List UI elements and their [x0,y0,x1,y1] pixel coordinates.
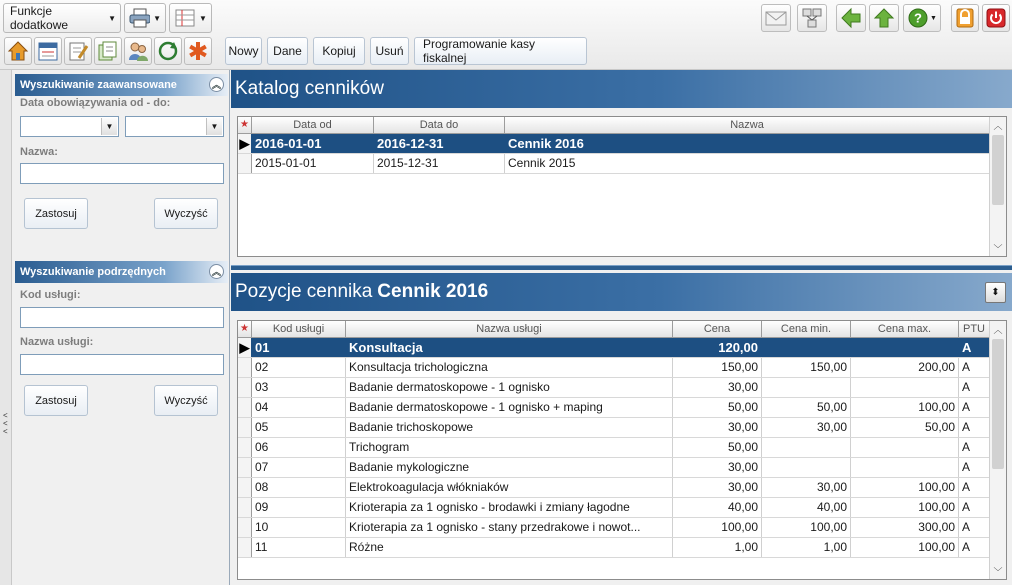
position-row[interactable] [238,498,990,518]
help-icon [907,7,929,29]
home-icon [7,40,29,62]
collapse-up-icon[interactable]: ︽ [209,264,224,279]
cell-date-to: 2015-12-31 [374,154,505,173]
patients-button[interactable] [124,37,152,65]
layout-dropdown[interactable] [169,3,212,33]
cell-ptu: A [959,518,990,537]
cell-price-min [762,438,851,457]
star-icon: ★ [238,117,252,133]
documents-icon [97,40,119,62]
name-input[interactable] [20,163,224,184]
service-code-label: Kod usługi: [20,289,81,301]
catalog-grid [237,116,1007,257]
panel-splitter[interactable] [0,70,12,585]
col-date-from[interactable]: Data od [252,117,374,133]
position-row[interactable] [238,338,990,358]
sub-search-title: Wyszukiwanie podrzędnych [20,266,166,278]
name-label: Nazwa: [20,146,58,158]
advanced-search-header [15,74,228,96]
svg-text:?: ? [914,10,923,26]
cell-code: 10 [252,518,346,537]
cell-price-min: 100,00 [762,518,851,537]
catalog-scrollbar[interactable] [989,117,1006,256]
cell-service-name: Krioterapia za 1 ognisko - brodawki i zmiany łagodne [346,498,673,517]
position-row[interactable] [238,418,990,438]
apply-sub-button[interactable]: Zastosuj [24,385,88,416]
catalog-title-text: Katalog cenników [235,78,384,99]
date-from-field[interactable] [20,116,119,137]
cell-price-max: 100,00 [851,398,959,417]
catalog-row[interactable] [238,154,990,174]
service-name-label: Nazwa usługi: [20,336,94,348]
chevron-down-icon: ▼ [153,13,161,23]
sub-search-header [15,261,228,283]
chevron-down-icon[interactable]: ▼ [206,118,222,135]
position-row[interactable] [238,478,990,498]
cell-code: 05 [252,418,346,437]
cell-service-name: Badanie mykologiczne [346,458,673,477]
cell-price-min: 50,00 [762,398,851,417]
row-indicator [238,154,252,173]
catalog-grid-header [238,117,990,134]
apply-advanced-button[interactable]: Zastosuj [24,198,88,229]
catalog-row[interactable] [238,134,990,154]
chevron-up-icon[interactable]: ︿ [993,120,1003,131]
edit-button[interactable]: Dane [267,37,308,65]
scroll-thumb[interactable] [992,339,1004,469]
cell-price: 30,00 [673,418,762,437]
col-price[interactable]: Cena [673,321,762,337]
cell-ptu: A [959,398,990,417]
positions-grid-header [238,321,990,338]
col-name[interactable]: Nazwa [505,117,990,133]
horizontal-splitter[interactable] [231,265,1012,270]
chevron-down-icon: ▼ [930,14,937,22]
row-indicator [238,418,252,437]
row-indicator [238,498,252,517]
people-icon [127,40,149,62]
cell-date-from: 2016-01-01 [252,134,374,153]
row-indicator [238,398,252,417]
cell-service-name: Badanie trichoskopowe [346,418,673,437]
positions-title-prefix: Pozycje cennika [235,281,373,302]
print-dropdown[interactable] [124,3,166,33]
power-icon [985,7,1007,29]
cell-code: 08 [252,478,346,497]
cell-service-name: Elektrokoagulacja włókniaków [346,478,673,497]
power-button[interactable] [982,4,1010,32]
date-range-label: Data obowiązywania od - do: [20,97,171,109]
cell-price: 50,00 [673,438,762,457]
fiscal-programming-button[interactable]: Programowanie kasy fiskalnej [414,37,587,65]
star-icon: ★ [238,321,252,337]
positions-grid [237,320,1007,580]
col-date-to[interactable]: Data do [374,117,505,133]
col-service-name[interactable]: Nazwa usługi [346,321,673,337]
position-row[interactable] [238,538,990,558]
notes-button[interactable] [64,37,92,65]
network-icon [801,7,823,29]
cell-name: Cennik 2015 [505,154,990,173]
cell-price-max [851,438,959,457]
cell-service-name: Różne [346,538,673,557]
position-row[interactable] [238,398,990,418]
position-row[interactable] [238,358,990,378]
arrow-up-icon [873,7,895,29]
cell-price-max [851,378,959,397]
cell-price-max: 200,00 [851,358,959,377]
positions-scrollbar[interactable] [989,321,1006,579]
help-button[interactable] [903,4,941,32]
layout-icon [174,8,196,28]
cell-price-max: 100,00 [851,498,959,517]
refresh-icon [157,40,179,62]
cell-price: 100,00 [673,518,762,537]
cell-ptu: A [959,498,990,517]
cell-date-from: 2015-01-01 [252,154,374,173]
up-button[interactable] [869,4,899,32]
cell-price: 40,00 [673,498,762,517]
cell-price-min [762,458,851,477]
cell-price: 1,00 [673,538,762,557]
cell-ptu: A [959,538,990,557]
row-indicator [238,478,252,497]
functions-dropdown[interactable] [3,3,121,33]
cell-code: 04 [252,398,346,417]
collapse-up-icon[interactable]: ︽ [209,77,224,92]
cell-code: 01 [252,338,346,357]
new-button[interactable]: Nowy [225,37,262,65]
cell-price: 30,00 [673,458,762,477]
position-row[interactable] [238,438,990,458]
medical-star-icon [187,40,209,62]
catalog-title [231,70,1012,108]
document-pen-icon [67,40,89,62]
cell-price-max [851,458,959,477]
collapse-panel-icon[interactable]: < < < [3,411,8,436]
functions-label: Funkcje dodatkowe [10,4,69,32]
cell-code: 09 [252,498,346,517]
mail-icon [765,9,787,27]
cell-price-min: 30,00 [762,418,851,437]
clear-advanced-button[interactable]: Wyczyść [154,198,218,229]
positions-title [231,273,1012,311]
cell-service-name: Konsultacja [346,338,673,357]
cell-price: 30,00 [673,378,762,397]
arrow-left-icon [840,7,862,29]
cell-ptu: A [959,418,990,437]
chevron-down-icon: ▼ [199,13,207,23]
row-indicator [238,518,252,537]
row-indicator [238,378,252,397]
refresh-button[interactable] [154,37,182,65]
cell-price-max: 300,00 [851,518,959,537]
cell-service-name: Konsultacja trichologiczna [346,358,673,377]
cell-code: 02 [252,358,346,377]
row-pointer-icon: ▶ [238,134,252,153]
cell-price: 30,00 [673,478,762,497]
printer-icon [129,8,150,28]
cell-service-name: Badanie dermatoskopowe - 1 ognisko [346,378,673,397]
col-price-min[interactable]: Cena min. [762,321,851,337]
cell-price-min: 40,00 [762,498,851,517]
cell-code: 07 [252,458,346,477]
position-row[interactable] [238,378,990,398]
chevron-down-icon[interactable]: ﹀ [993,566,1003,577]
row-indicator [238,538,252,557]
cell-price-min [762,378,851,397]
date-to-field[interactable] [125,116,224,137]
row-indicator [238,458,252,477]
cell-ptu: A [959,338,990,357]
chevron-down-icon[interactable]: ﹀ [993,243,1003,254]
chevron-down-icon[interactable]: ▼ [101,118,117,135]
cell-price-min: 1,00 [762,538,851,557]
cell-price: 50,00 [673,398,762,417]
mail-button[interactable] [761,4,791,32]
network-button[interactable] [797,4,827,32]
home-button[interactable] [4,37,32,65]
row-indicator [238,358,252,377]
cell-price-min [762,338,851,357]
calendar-button[interactable] [34,37,62,65]
cell-price-min: 30,00 [762,478,851,497]
clear-sub-button[interactable]: Wyczyść [154,385,218,416]
cell-price: 120,00 [673,338,762,357]
chevron-up-icon[interactable]: ︿ [993,324,1003,335]
cell-name: Cennik 2016 [505,134,990,153]
positions-title-name: Cennik 2016 [377,281,489,302]
row-pointer-icon: ▶ [238,338,252,357]
cell-date-to: 2016-12-31 [374,134,505,153]
chevron-down-icon: ▼ [108,13,116,23]
position-row[interactable] [238,518,990,538]
cell-ptu: A [959,478,990,497]
calendar-icon [37,40,59,62]
cell-price-max: 100,00 [851,478,959,497]
cell-code: 06 [252,438,346,457]
back-button[interactable] [836,4,866,32]
cell-price: 150,00 [673,358,762,377]
cell-service-name: Badanie dermatoskopowe - 1 ognisko + maping [346,398,673,417]
service-code-input[interactable] [20,307,224,328]
lock-icon [954,7,976,29]
lock-button[interactable] [951,4,979,32]
expand-collapse-icon[interactable]: ⬍ [985,282,1006,303]
position-row[interactable] [238,458,990,478]
main-area [231,70,1012,585]
documents-button[interactable] [94,37,122,65]
col-ptu[interactable]: PTU [959,321,990,337]
cell-price-min: 150,00 [762,358,851,377]
advanced-search-title: Wyszukiwanie zaawansowane [20,79,177,91]
col-code[interactable]: Kod usługi [252,321,346,337]
medical-button[interactable] [184,37,212,65]
cell-price-max: 50,00 [851,418,959,437]
cell-service-name: Krioterapia za 1 ognisko - stany przedrakowe i nowot... [346,518,673,537]
scroll-thumb[interactable] [992,135,1004,205]
cell-code: 03 [252,378,346,397]
service-name-input[interactable] [20,354,224,375]
delete-button[interactable]: Usuń [370,37,409,65]
cell-code: 11 [252,538,346,557]
toolbar [0,0,1012,70]
cell-ptu: A [959,358,990,377]
copy-button[interactable]: Kopiuj [313,37,365,65]
cell-price-max [851,338,959,357]
cell-service-name: Trichogram [346,438,673,457]
cell-ptu: A [959,458,990,477]
cell-price-max: 100,00 [851,538,959,557]
cell-ptu: A [959,378,990,397]
cell-ptu: A [959,438,990,457]
row-indicator [238,438,252,457]
col-price-max[interactable]: Cena max. [851,321,959,337]
